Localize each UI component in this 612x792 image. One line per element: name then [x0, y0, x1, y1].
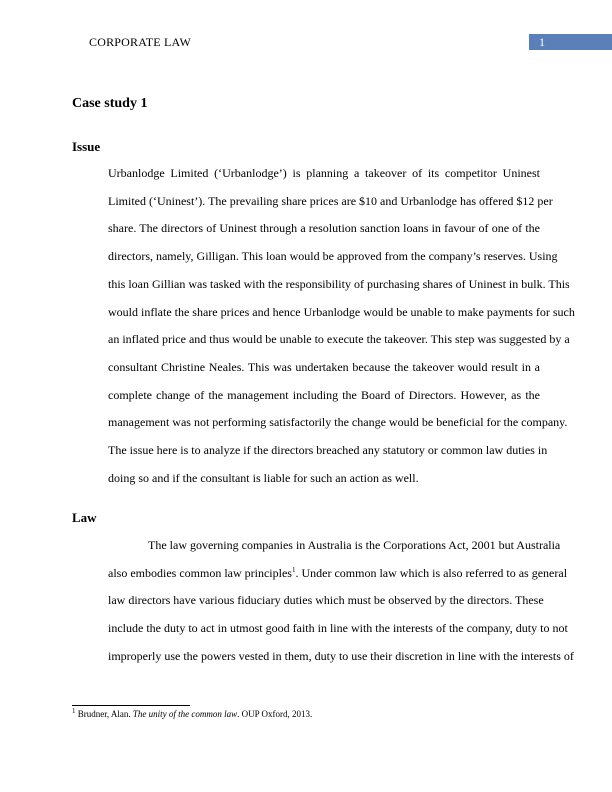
issue-line: Limited (‘Uninest’). The prevailing share prices are $10 and Urbanlodge has offered $12 per: [108, 193, 553, 208]
law-heading: Law: [72, 510, 97, 525]
issue-line: share. The directors of Uninest through a resolution sanction loans in favour of one of the: [108, 221, 540, 236]
issue-line: would inflate the share prices and hence Urbanlodge would be unable to make payments for such: [108, 304, 575, 319]
issue-line: this loan Gillian was tasked with the responsibility of purchasing shares of Uninest in bulk. This: [108, 276, 570, 291]
issue-line: Urbanlodge Limited (‘Urbanlodge’) is planning a takeover of its competitor Uninest: [108, 166, 540, 180]
law-line: [72, 560, 568, 588]
case-study-heading: Case study 1: [72, 96, 148, 111]
law-paragraph: [72, 532, 574, 671]
law-line-text: also embodies common law principles: [108, 565, 292, 580]
issue-heading: Issue: [72, 139, 101, 154]
footnote-number: 1: [72, 707, 76, 715]
law-line: improperly use the powers vested in them, duty to use their discretion in line with the interests of: [108, 648, 574, 663]
footnote-separator: [72, 705, 190, 706]
footnote-rest: . OUP Oxford, 2013.: [237, 709, 313, 719]
issue-line: management was not performing satisfactorily the change would be beneficial for the company.: [108, 415, 568, 430]
issue-line: directors, namely, Gilligan. This loan would be approved from the company’s reserves. Using: [108, 249, 558, 264]
page-number-badge: [529, 34, 612, 50]
footnote: [72, 709, 312, 719]
law-line: include the duty to act in utmost good faith in line with the interests of the company, duty to not: [108, 621, 568, 636]
issue-line: an inflated price and thus would be unable to execute the takeover. This step was suggested by a: [108, 332, 570, 347]
running-header-title: CORPORATE LAW: [89, 35, 191, 49]
issue-line: doing so and if the consultant is liable for such an action as well.: [108, 470, 419, 485]
issue-paragraph: [72, 160, 575, 492]
issue-line: consultant Christine Neales. This was undertaken because the takeover would result in a: [108, 359, 540, 374]
footnote-reference[interactable]: 1: [291, 565, 296, 574]
law-line: The law governing companies in Australia is the Corporations Act, 2001 but Australia: [148, 538, 561, 552]
issue-line: The issue here is to analyze if the directors breached any statutory or common law duties in: [108, 443, 548, 458]
footnote-author: Brudner, Alan.: [75, 709, 133, 719]
law-line: law directors have various fiduciary duties which must be observed by the directors. These: [108, 593, 544, 608]
page-number: 1: [539, 35, 545, 49]
footnote-title: The unity of the common law: [132, 709, 238, 719]
issue-line: complete change of the management including the Board of Directors. However, as the: [108, 387, 540, 402]
law-line-text: . Under common law which is also referred to as general: [295, 565, 568, 580]
